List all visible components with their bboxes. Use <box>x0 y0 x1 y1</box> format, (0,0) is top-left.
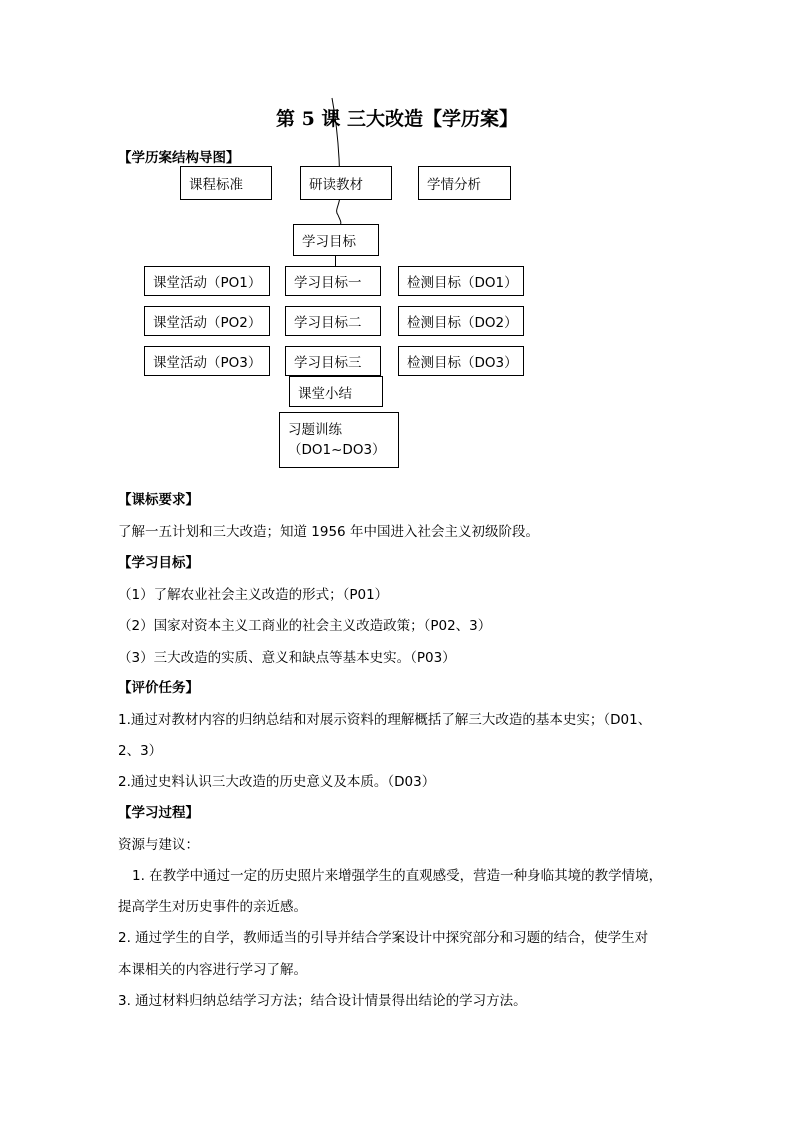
class-summary-box: 课堂小结 <box>289 376 383 407</box>
exercise-title: 习题训练 <box>288 422 342 438</box>
process-item-1: 1. 在教学中通过一定的历史照片来增强学生的直观感受，营造一种身临其境的教学情境， <box>132 868 663 884</box>
tasks-heading: 【评价任务】 <box>118 680 199 696</box>
process-heading: 【学习过程】 <box>118 805 199 821</box>
activity-po2-box: 课堂活动（PO2） <box>144 306 270 336</box>
goal-two-box: 学习目标二 <box>285 306 381 336</box>
activity-po3-box: 课堂活动（PO3） <box>144 346 270 376</box>
check-do3-box: 检测目标（DO3） <box>398 346 524 376</box>
exercise-box <box>279 412 399 468</box>
exercise-range: （DO1~DO3） <box>288 442 386 458</box>
connector-line <box>335 256 336 266</box>
learning-analysis-box: 学情分析 <box>418 166 511 200</box>
course-standard-box: 课程标准 <box>180 166 272 200</box>
process-item-1-cont: 提高学生对历史事件的亲近感。 <box>118 899 307 915</box>
page-title: 第 5 课 三大改造【学历案】 <box>275 108 519 130</box>
process-intro: 资源与建议： <box>118 837 199 853</box>
process-item-3: 3. 通过材料归纳总结学习方法；结合设计情景得出结论的学习方法。 <box>118 993 527 1009</box>
standard-heading: 【课标要求】 <box>118 492 199 508</box>
goal-item-2: （2）国家对资本主义工商业的社会主义改造政策；（P02、3） <box>118 618 492 634</box>
goal-item-3: （3）三大改造的实质、意义和缺点等基本史实。（P03） <box>118 650 456 666</box>
study-textbook-box: 研读教材 <box>300 166 392 200</box>
task-item-2: 2.通过史料认识三大改造的历史意义及本质。（D03） <box>118 774 436 790</box>
goals-heading: 【学习目标】 <box>118 555 199 571</box>
process-item-2-cont: 本课相关的内容进行学习了解。 <box>118 962 307 978</box>
goal-item-1: （1）了解农业社会主义改造的形式；（P01） <box>118 587 389 603</box>
activity-po1-box: 课堂活动（PO1） <box>144 266 270 296</box>
structure-heading: 【学历案结构导图】 <box>118 150 240 166</box>
check-do2-box: 检测目标（DO2） <box>398 306 524 336</box>
task-item-1: 1.通过对教材内容的归纳总结和对展示资料的理解概括了解三大改造的基本史实；（D01、 <box>118 712 652 728</box>
task-item-1-cont: 2、3） <box>118 743 163 759</box>
learning-goal-box: 学习目标 <box>293 224 379 256</box>
check-do1-box: 检测目标（DO1） <box>398 266 524 296</box>
goal-three-box: 学习目标三 <box>285 346 381 376</box>
standard-text: 了解一五计划和三大改造；知道 1956 年中国进入社会主义初级阶段。 <box>118 524 539 540</box>
brace-connector <box>0 0 794 240</box>
process-item-2: 2. 通过学生的自学，教师适当的引导并结合学案设计中探究部分和习题的结合，使学生对 <box>118 930 649 946</box>
goal-one-box: 学习目标一 <box>285 266 381 296</box>
